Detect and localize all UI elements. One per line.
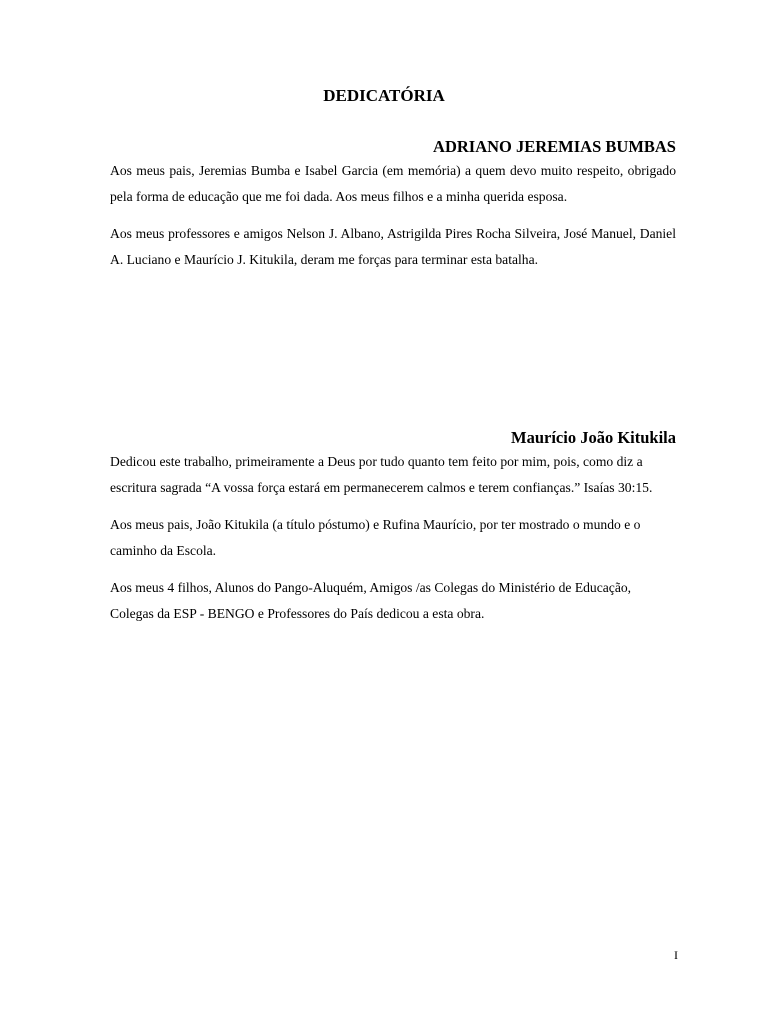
- author-name-adriano: ADRIANO JEREMIAS BUMBAS: [433, 137, 676, 156]
- dedication-paragraph: Aos meus pais, Jeremias Bumba e Isabel Garcia (em memória) a quem devo muito respeito, obrigado pela forma de educação que me foi dada. Aos meus filhos e a minha querida esposa.: [110, 163, 676, 204]
- dedication-section-mauricio: [110, 449, 676, 638]
- dedication-section-adriano: [110, 158, 676, 284]
- dedication-paragraph: Aos meus pais, João Kitukila (a título póstumo) e Rufina Maurício, por ter mostrado o mundo e o caminho da Escola.: [110, 517, 641, 558]
- dedication-paragraph: Dedicou este trabalho, primeiramente a Deus por tudo quanto tem feito por mim, pois, como diz a escritura sagrada “A vossa força estará em permanecerem calmos e terem confianças.” Isaías 30:15.: [110, 454, 653, 495]
- author-name-mauricio: Maurício João Kitukila: [511, 428, 676, 447]
- page-title: DEDICATÓRIA: [323, 86, 445, 105]
- dedication-paragraph: Aos meus professores e amigos Nelson J. Albano, Astrigilda Pires Rocha Silveira, José Manuel, Daniel A. Luciano e Maurício J. Kitukila, deram me forças para terminar esta batalha.: [110, 226, 676, 267]
- page-number: I: [674, 948, 678, 962]
- dedication-paragraph: Aos meus 4 filhos, Alunos do Pango-Aluquém, Amigos /as Colegas do Ministério de Educação, Colegas da ESP - BENGO e Professores do País dedicou a esta obra.: [110, 580, 632, 621]
